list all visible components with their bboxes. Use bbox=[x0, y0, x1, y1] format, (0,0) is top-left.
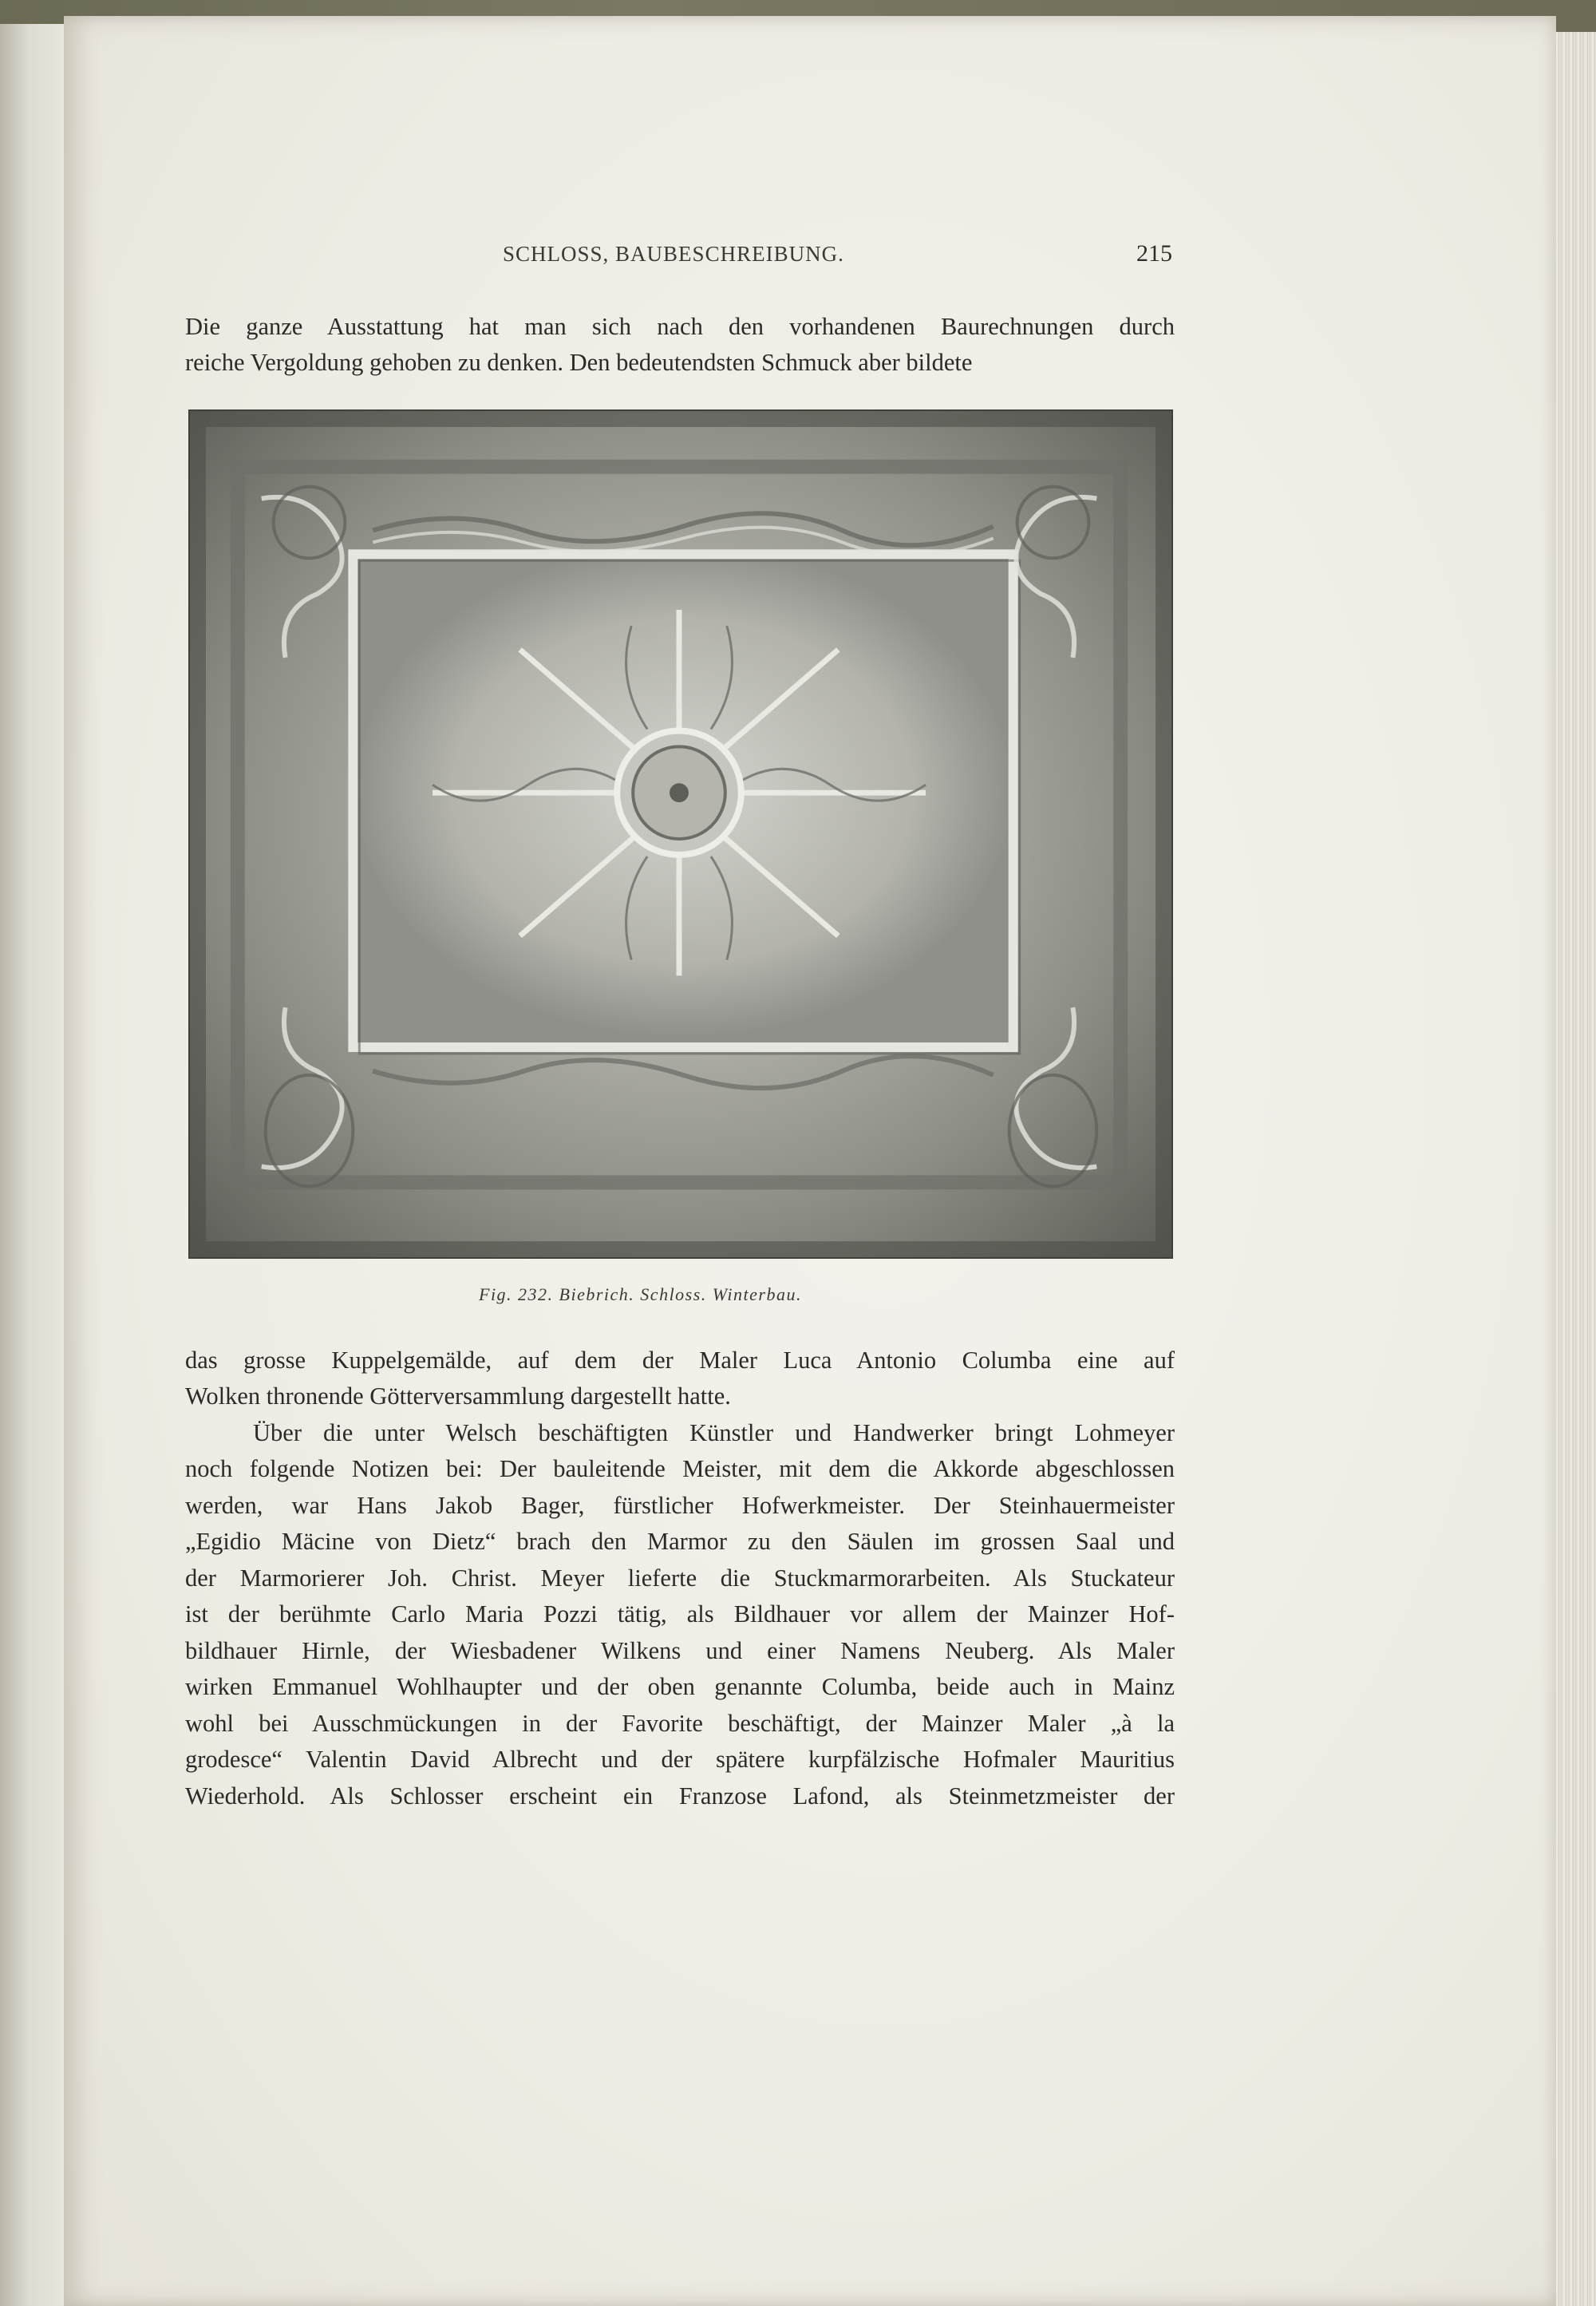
text-line: grodesce“ Valentin David Albrecht und der spätere kurpfälzische Hofmaler Mauritius bbox=[185, 1746, 1175, 1773]
ceiling-photograph bbox=[188, 409, 1173, 1259]
text-line: das grosse Kuppelgemälde, auf dem der Maler Luca Antonio Columba eine auf bbox=[185, 1347, 1175, 1374]
text-line: werden, war Hans Jakob Bager, fürstlicher Hofwerkmeister. Der Steinhauermeister bbox=[185, 1492, 1175, 1519]
text-line: ist der berühmte Carlo Maria Pozzi tätig, als Bildhauer vor allem der Mainzer Hof- bbox=[185, 1600, 1175, 1628]
text-line: Die ganze Ausstattung hat man sich nach den vorhandenen Baurechnungen durch bbox=[185, 313, 1175, 340]
text-line: der Marmorierer Joh. Christ. Meyer lieferte die Stuckmarmorarbeiten. Als Stuckateur bbox=[185, 1564, 1175, 1592]
running-title: SCHLOSS, BAUBESCHREIBUNG. bbox=[503, 242, 844, 266]
text-line: noch folgende Notizen bei: Der bauleitende Meister, mit dem die Akkorde abgeschlossen bbox=[185, 1455, 1175, 1482]
figure-caption: Fig. 232. Biebrich. Schloss. Winterbau. bbox=[479, 1284, 802, 1304]
ceiling-stucco-illustration bbox=[190, 411, 1171, 1257]
text-line: wirken Emmanuel Wohlhaupter und der oben genannte Columba, beide auch in Mainz bbox=[185, 1673, 1175, 1700]
text-line: bildhauer Hirnle, der Wiesbadener Wilkens und einer Namens Neuberg. Als Maler bbox=[185, 1637, 1175, 1664]
text-line: wohl bei Ausschmückungen in der Favorite beschäftigt, der Mainzer Maler „à la bbox=[185, 1710, 1175, 1737]
page-number: 215 bbox=[1136, 240, 1172, 267]
text-line: Wiederhold. Als Schlosser erscheint ein Franzose Lafond, als Steinmetzmeister der bbox=[185, 1782, 1175, 1810]
text-line: „Egidio Mäcine von Dietz“ brach den Marmor zu den Säulen im grossen Saal und bbox=[185, 1528, 1175, 1555]
text-line: Über die unter Welsch beschäftigten Künstler und Handwerker bringt Lohmeyer bbox=[253, 1419, 1175, 1446]
text-line: Wolken thronende Götterversammlung dargestellt hatte. bbox=[185, 1382, 731, 1410]
text-line: reiche Vergoldung gehoben zu denken. Den bedeutendsten Schmuck aber bildete bbox=[185, 349, 973, 376]
